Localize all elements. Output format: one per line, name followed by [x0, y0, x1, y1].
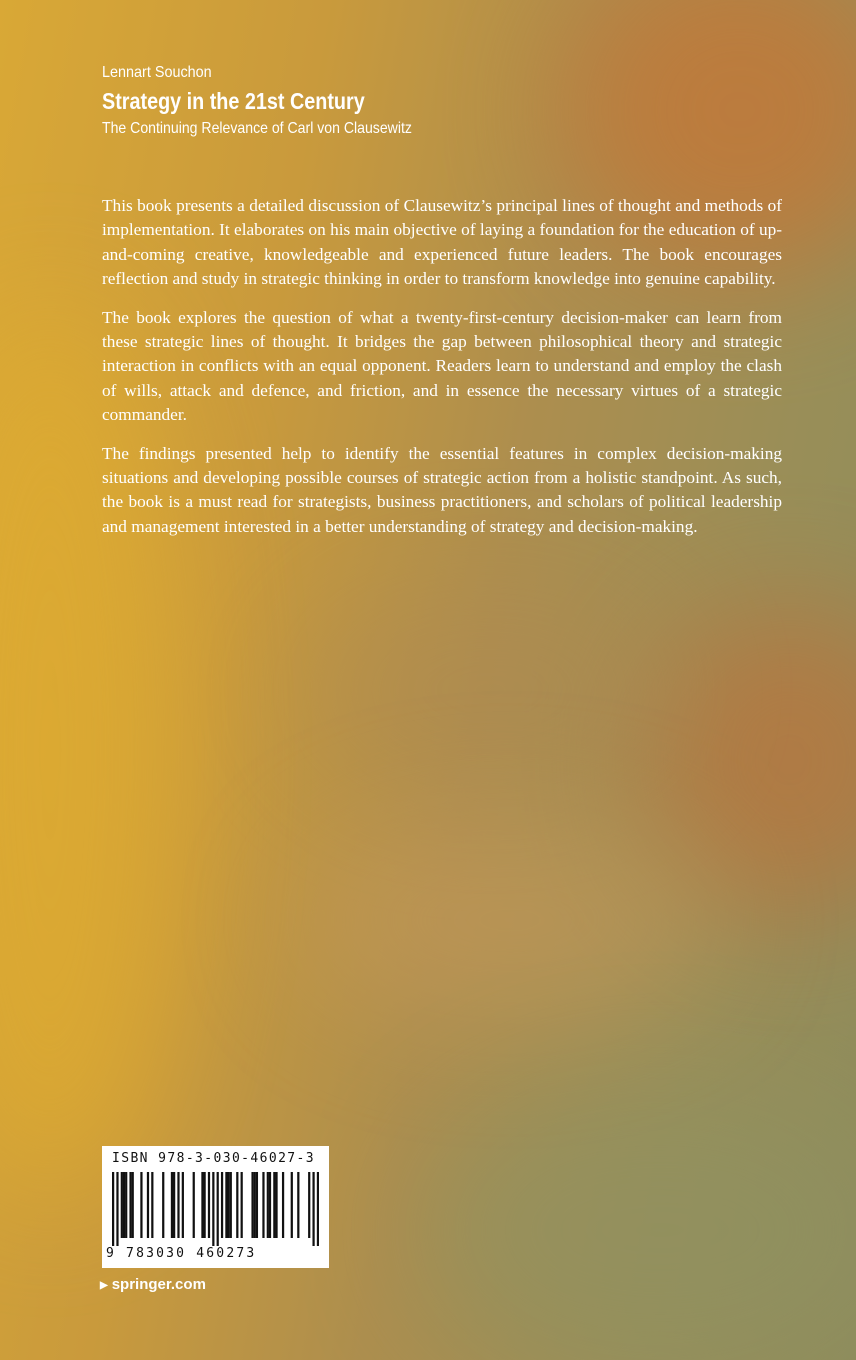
- barcode-bar: [282, 1172, 284, 1238]
- barcode-bar: [312, 1172, 314, 1246]
- barcode-bar: [132, 1172, 134, 1238]
- barcode-bar: [241, 1172, 243, 1238]
- publisher-website: springer.com: [111, 1276, 206, 1293]
- barcode-bar: [151, 1172, 153, 1238]
- barcode-bar: [236, 1172, 238, 1238]
- barcode-bar: [121, 1172, 123, 1238]
- background-gradient-blob: [300, 820, 720, 1020]
- background-gradient-blob: [420, 1080, 856, 1360]
- barcode-bar: [171, 1172, 173, 1238]
- barcode-bar: [140, 1172, 142, 1238]
- barcode-bar: [254, 1172, 256, 1238]
- barcode-bar: [275, 1172, 277, 1238]
- barcode-bars: [112, 1172, 319, 1246]
- isbn-barcode: [102, 1146, 329, 1268]
- publisher-link[interactable]: [100, 1276, 206, 1293]
- barcode-bar: [273, 1172, 275, 1238]
- barcode-bar: [204, 1172, 206, 1238]
- barcode-bar: [262, 1172, 264, 1238]
- background-gradient-blob: [300, 580, 680, 800]
- barcode-bar: [116, 1172, 118, 1246]
- isbn-label: ISBN 978-3-030-46027-3: [112, 1151, 315, 1166]
- blurb-paragraph: The findings presented help to identify the essential features in complex decision-making situations and developing possible courses of strategic action from a holistic standpoint. As such, the book is a must read for strategists, business practitioners, and scholars of political leadership and management interested in a better understanding of strategy and decision-making.: [102, 443, 782, 536]
- barcode-bar: [227, 1172, 229, 1238]
- barcode-bar: [177, 1172, 179, 1238]
- triangle-right-icon: ▶: [100, 1280, 108, 1291]
- barcode-bar: [269, 1172, 271, 1238]
- barcode-bar: [193, 1172, 195, 1238]
- barcode-bar: [267, 1172, 269, 1238]
- ean-digits: 9 783030 460273: [106, 1246, 257, 1261]
- cover-text-block: [102, 62, 782, 553]
- blurb-paragraph: This book presents a detailed discussion of Clausewitz’s principal lines of thought and methods of implementation. It elaborates on his main objective of laying a foundation for the education of up-and-coming creative, knowledgeable and experienced future leaders. The book encourages reflection and study in strategic thinking in order to transform knowledge into genuine capability.: [102, 196, 782, 289]
- barcode-bar: [212, 1172, 214, 1246]
- barcode-bar: [251, 1172, 253, 1238]
- barcode-bar: [201, 1172, 203, 1238]
- book-subtitle: The Continuing Relevance of Carl von Clausewitz: [102, 120, 412, 137]
- book-title: Strategy in the 21st Century: [102, 88, 365, 114]
- barcode-bar: [125, 1172, 127, 1238]
- barcode-bar: [225, 1172, 227, 1238]
- barcode-bar: [291, 1172, 293, 1238]
- barcode-bar: [147, 1172, 149, 1238]
- barcode-bar: [221, 1172, 223, 1238]
- barcode-bar: [297, 1172, 299, 1238]
- barcode-bar: [208, 1172, 210, 1238]
- barcode-bar: [112, 1172, 114, 1246]
- barcode-bar: [123, 1172, 125, 1238]
- barcode-bar: [182, 1172, 184, 1238]
- barcode-bar: [256, 1172, 258, 1238]
- barcode-bar: [162, 1172, 164, 1238]
- barcode-bar: [230, 1172, 232, 1238]
- barcode-bar: [129, 1172, 131, 1238]
- blurb-paragraph: The book explores the question of what a twenty-first-century decision-maker can learn from these strategic lines of thought. It bridges the gap between philosophical theory and strategic interaction in conflicts with an equal opponent. Readers learn to understand and employ the clash of wills, attack and defence, and friction, and in essence the necessary virtues of a strategic commander.: [102, 307, 782, 425]
- blurb: [102, 194, 782, 539]
- barcode-bar: [308, 1172, 310, 1238]
- author-name: Lennart Souchon: [102, 64, 212, 81]
- barcode-bar: [317, 1172, 319, 1246]
- barcode-bar: [217, 1172, 219, 1246]
- barcode-bar: [173, 1172, 175, 1238]
